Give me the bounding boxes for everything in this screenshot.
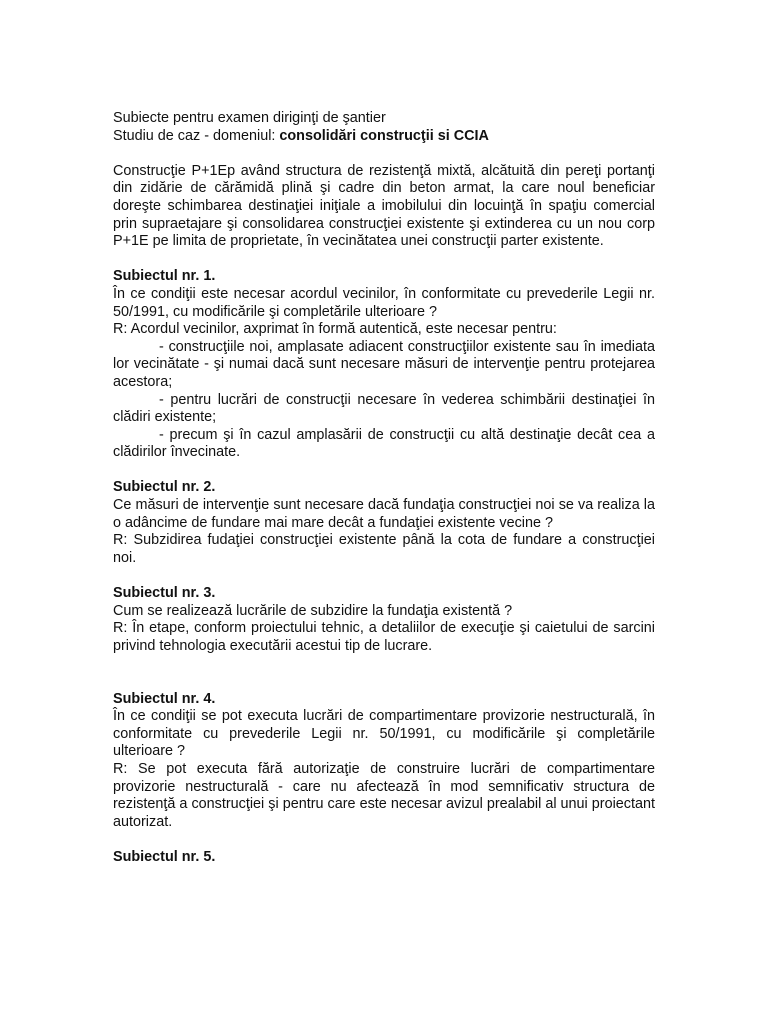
subject-answer: R: Acordul vecinilor, axprimat în formă autentică, este necesar pentru: [113,321,557,338]
subject-title: Subiectul nr. 2. [113,479,216,496]
domain-name: consolidări construcţii si CCIA [279,127,489,144]
subject-title: Subiectul nr. 3. [113,585,216,602]
subject-answer: R: În etape, conform proiectului tehnic, a detaliilor de execuţie şi caietului de sarcini privind tehnologia executării acestui tip de lucrare. [113,620,655,654]
answer-bullet: - pentru lucrări de construcţii necesare în vederea schimbării destinaţiei în clădiri existente; [113,391,655,426]
subject-question: Ce măsuri de intervenţie sunt necesare dacă fundaţia construcţiei noi se va realiza la o adâncime de fundare mai mare decât a fundaţiei existente vecine ? [113,497,655,531]
subject-answer: R: Se pot executa fără autorizaţie de construire lucrări de compartimentare provizorie nestructurală - care nu afectează în mod semnificativ structura de rezistenţă a construcţiei şi pentru care este necesar avizul prealabil al unui proiectant autorizat. [113,760,655,830]
subject-question: În ce condiţii este necesar acordul vecinilor, în conformitate cu prevederile Legii nr. 50/1991, cu modificările şi completările ulterioare ? [113,285,655,320]
answer-bullet: - construcţiile noi, amplasate adiacent construcţiilor existente sau în imediata lor vecinătate - şi numai dacă sunt necesare măsuri de intervenţie pentru protejarea acestora; [113,338,655,390]
subject-title: Subiectul nr. 5. [113,848,216,865]
subject-title: Subiectul nr. 4. [113,690,216,707]
answer-bullet: - precum şi în cazul amplasării de construcţii cu altă destinaţie decât cea a clădirilor învecinate. [113,426,655,461]
subject-answer: R: Subzidirea fudaţiei construcţiei existente până la cota de fundare a construcţiei noi. [113,532,655,566]
domain-prefix: Studiu de caz - domeniul: [113,127,280,144]
subject-title: Subiectul nr. 1. [113,268,216,285]
document-page [113,110,655,867]
subject-question: Cum se realizează lucrările de subzidire la fundaţia existentă ? [113,602,513,619]
case-intro-paragraph: Construcţie P+1Ep având structura de rezistenţă mixtă, alcătuită din pereţi portanţi din zidărie de cărămidă plină şi cadre din beton armat, la care noul beneficiar doreşte schimbarea destinaţiei iniţiale a imobilului din locuinţă în spaţiu comercial prin supraetajare şi consolidarea construcţiei existente şi extinderea cu un nou corp P+1E pe limita de proprietate, în vecinătatea unei construcţii parter existente. [113,162,655,250]
study-domain-line [113,128,655,146]
document-heading: Subiecte pentru examen diriginţi de şantier [113,110,386,126]
subject-question: În ce condiţii se pot executa lucrări de compartimentare provizorie nestructurală, în conformitate cu prevederile Legii nr. 50/1991, cu modificările şi completările ulterioare ? [113,708,655,760]
